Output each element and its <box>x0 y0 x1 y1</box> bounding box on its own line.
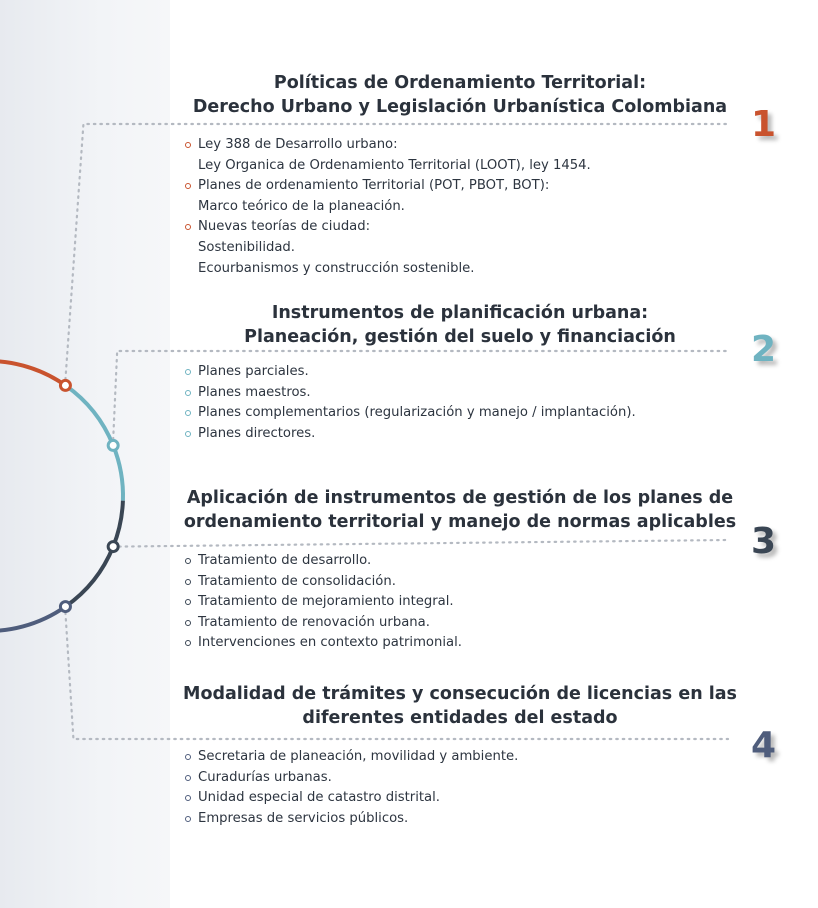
title-line: Modalidad de trámites y consecución de licencias en las <box>183 684 737 704</box>
section-number-2: 2 <box>751 329 777 370</box>
bullet-icon <box>185 816 191 822</box>
section-3 <box>180 486 740 651</box>
arc-segment <box>65 547 113 607</box>
item-list <box>180 747 518 829</box>
dotted-connector <box>119 540 728 547</box>
list-item: Unidad especial de catastro distrital. <box>180 788 518 809</box>
list-item: Empresas de servicios públicos. <box>180 809 518 830</box>
list-item: Tratamiento de consolidación. <box>180 572 462 593</box>
bullet-icon <box>185 224 191 230</box>
bullet-icon <box>185 795 191 801</box>
arc-segment <box>0 607 65 631</box>
list-item: Intervenciones en contexto patrimonial. <box>180 633 462 654</box>
bullet-icon <box>185 410 191 416</box>
arc-segment <box>0 361 65 385</box>
list-item: Curadurías urbanas. <box>180 768 518 789</box>
bullet-icon <box>185 775 191 781</box>
bullet-icon <box>185 620 191 626</box>
section-number-1: 1 <box>751 104 777 145</box>
arc-segment <box>113 501 123 547</box>
bullet-icon <box>185 431 191 437</box>
timeline-nodes <box>60 380 118 611</box>
title-line: diferentes entidades del estado <box>302 708 618 728</box>
title-line: Derecho Urbano y Legislación Urbanística Colombiana <box>192 97 728 117</box>
title-line: ordenamiento territorial y manejo de normas aplicables <box>183 512 737 532</box>
bullet-icon <box>185 369 191 375</box>
list-item: Tratamiento de renovación urbana. <box>180 613 462 634</box>
section-1 <box>180 71 740 276</box>
arc-segment <box>113 445 123 500</box>
timeline-node <box>108 440 118 450</box>
section-title <box>180 486 740 534</box>
section-2 <box>180 301 740 441</box>
section-title <box>180 301 740 349</box>
item-list <box>180 551 462 654</box>
list-item: Tratamiento de mejoramiento integral. <box>180 592 462 613</box>
list-item: Planes complementarios (regularización y manejo / implantación). <box>180 403 636 424</box>
item-list <box>180 135 591 279</box>
arc-segment <box>65 385 113 445</box>
list-item: Ley 388 de Desarrollo urbano: Ley Organica de Ordenamiento Territorial (LOOT), ley 1454. <box>180 135 591 176</box>
list-item: Tratamiento de desarrollo. <box>180 551 462 572</box>
bullet-icon <box>185 599 191 605</box>
timeline-arc <box>0 361 123 631</box>
list-item: Planes maestros. <box>180 383 636 404</box>
title-line: Instrumentos de planificación urbana: <box>271 303 649 323</box>
bullet-icon <box>185 558 191 564</box>
section-number-3: 3 <box>751 521 777 562</box>
list-item: Secretaria de planeación, movilidad y ambiente. <box>180 747 518 768</box>
list-item: Planes parciales. <box>180 362 636 383</box>
bullet-icon <box>185 390 191 396</box>
bullet-icon <box>185 754 191 760</box>
bullet-icon <box>185 142 191 148</box>
bullet-icon <box>185 183 191 189</box>
timeline-node <box>108 542 118 552</box>
bullet-icon <box>185 579 191 585</box>
title-line: Planeación, gestión del suelo y financiación <box>244 327 676 347</box>
list-item: Nuevas teorías de ciudad: Sostenibilidad. Ecourbanismos y construcción sostenible. <box>180 217 591 279</box>
section-title <box>180 682 740 730</box>
list-item: Planes de ordenamiento Territorial (POT, PBOT, BOT): Marco teórico de la planeación. <box>180 176 591 217</box>
title-line: Aplicación de instrumentos de gestión de los planes de <box>186 488 734 508</box>
timeline-node <box>60 602 70 612</box>
section-title <box>180 71 740 119</box>
title-line: Políticas de Ordenamiento Territorial: <box>273 73 647 93</box>
section-4 <box>180 682 740 826</box>
item-list <box>180 362 636 444</box>
section-number-4: 4 <box>751 725 777 766</box>
list-item: Planes directores. <box>180 424 636 445</box>
timeline-node <box>60 380 70 390</box>
bullet-icon <box>185 640 191 646</box>
